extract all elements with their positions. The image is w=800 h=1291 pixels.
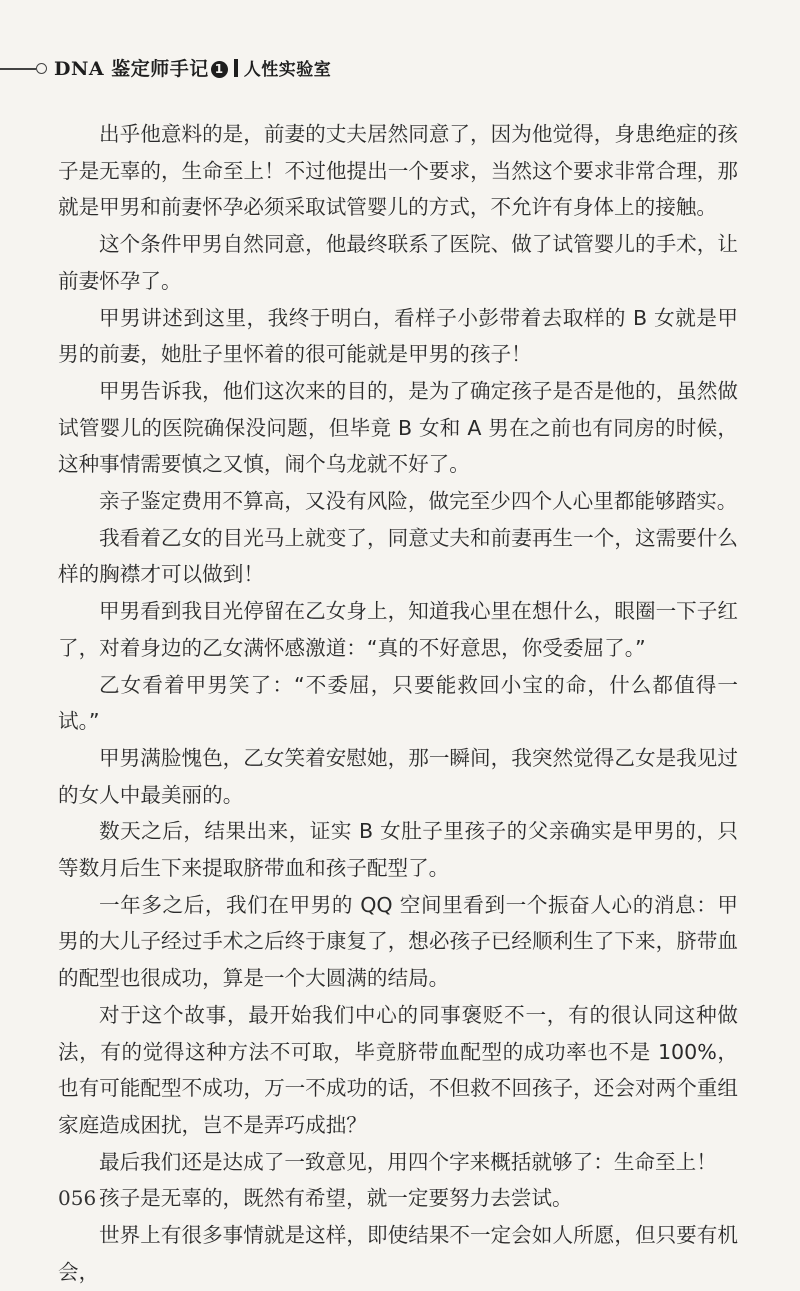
paragraph: 最后我们还是达成了一致意见，用四个字来概括就够了：生命至上！ [99, 1149, 717, 1174]
running-header [0, 50, 800, 80]
paragraph: 我看着乙女的目光马上就变了，同意丈夫和前妻再生一个，这需要什么样的胸襟才可以做到！ [58, 525, 738, 587]
book-title [54, 54, 331, 81]
paragraph: 对于这个故事，最开始我们中心的同事褒贬不一，有的很认同这种做法，有的觉得这种方法不可取，毕竟脐带血配型的成功率也不是 100%，也有可能配型不成功，万一不成功的话，不但救不回孩子，还会对两个重组家庭造成困扰，岂不是弄巧成拙？ [58, 1002, 738, 1137]
paragraph: 出乎他意料的是，前妻的丈夫居然同意了，因为他觉得，身患绝症的孩子是无辜的，生命至上！不过他提出一个要求，当然这个要求非常合理，那就是甲男和前妻怀孕必须采取试管婴儿的方式，不允许有身体上的接触。 [58, 122, 738, 220]
paragraph: 甲男讲述到这里，我终于明白，看样子小彭带着去取样的 B 女就是甲男的前妻，她肚子里怀着的很可能就是甲男的孩子！ [58, 305, 738, 367]
paragraph: 世界上有很多事情就是这样，即使结果不一定会如人所愿，但只要有机会， [58, 1223, 738, 1284]
volume-number-badge: 1 [211, 61, 228, 78]
header-divider-bar [234, 59, 238, 77]
book-title-main: DNA 鉴定师手记 [54, 58, 209, 80]
body-text [58, 116, 738, 1291]
header-rule [0, 68, 36, 70]
paragraph: 甲男满脸愧色，乙女笑着安慰她，那一瞬间，我突然觉得乙女是我见过的女人中最美丽的。 [58, 745, 738, 807]
header-dot [36, 63, 47, 74]
page-number: 056 [58, 1186, 97, 1210]
paragraph: 一年多之后，我们在甲男的 QQ 空间里看到一个振奋人心的消息：甲男的大儿子经过手术之后终于康复了，想必孩子已经顺利生了下来，脐带血的配型也很成功，算是一个大圆满的结局。 [58, 892, 738, 991]
paragraph: 孩子是无辜的，既然有希望，就一定要努力去尝试。 [99, 1186, 573, 1211]
paragraph: 数天之后，结果出来，证实 B 女肚子里孩子的父亲确实是甲男的，只等数月后生下来提取脐带血和孩子配型了。 [58, 819, 738, 881]
chapter-subtitle: 人性实验室 [243, 60, 332, 80]
paragraph: 甲男看到我目光停留在乙女身上，知道我心里在想什么，眼圈一下子红了，对着身边的乙女满怀感激道：“真的不好意思，你受委屈了。” [58, 599, 738, 660]
paragraph: 甲男告诉我，他们这次来的目的，是为了确定孩子是否是他的，虽然做试管婴儿的医院确保没问题，但毕竟 B 女和 A 男在之前也有同房的时候，这种事情需要慎之又慎，闹个乌龙就不好了。 [58, 378, 738, 477]
paragraph: 这个条件甲男自然同意，他最终联系了医院、做了试管婴儿的手术，让前妻怀孕了。 [58, 232, 738, 293]
paragraph: 乙女看着甲男笑了：“不委屈，只要能救回小宝的命，什么都值得一试。” [58, 672, 738, 734]
paragraph: 亲子鉴定费用不算高，又没有风险，做完至少四个人心里都能够踏实。 [99, 489, 738, 514]
